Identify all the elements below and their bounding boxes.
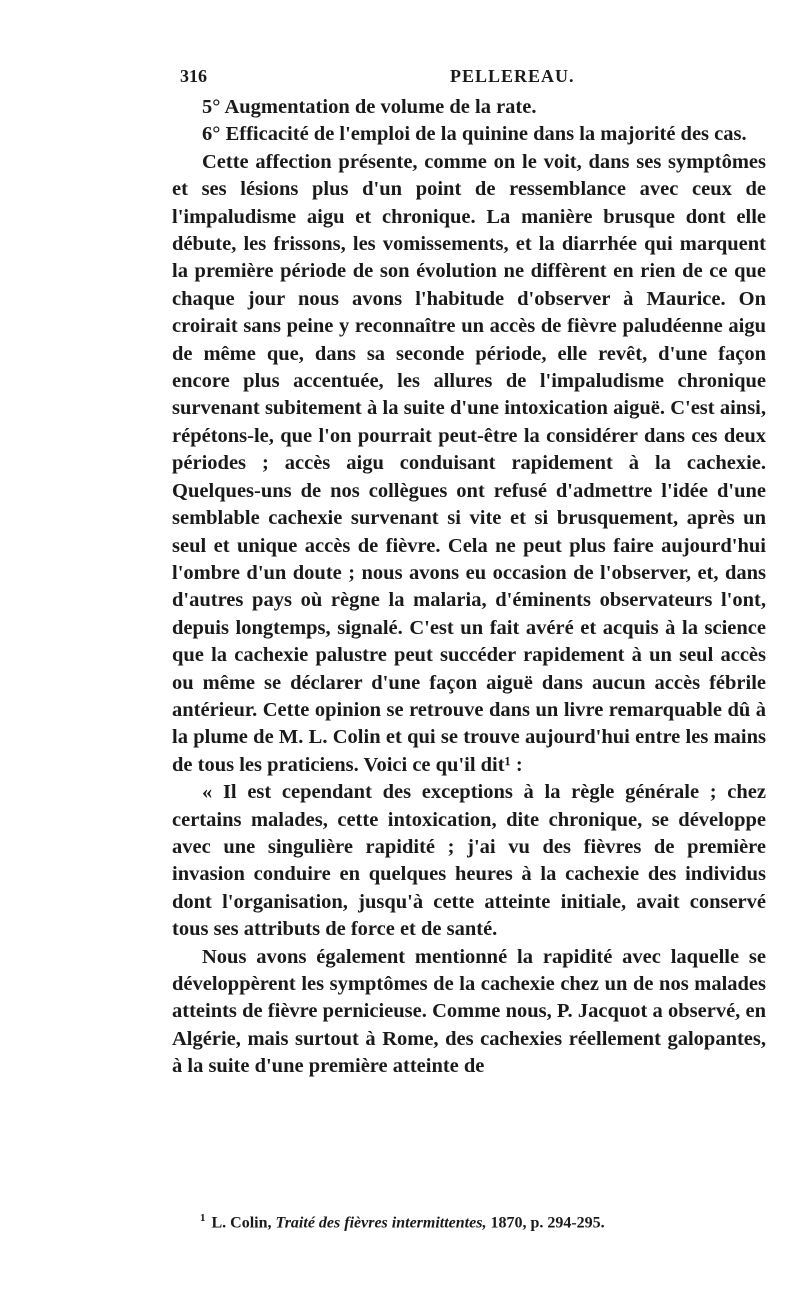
running-head-author: PELLEREAU.	[450, 66, 575, 86]
paragraph-quotation: « Il est cependant des exceptions à la règle générale ; chez certains malades, cette intoxication, dite chronique, se développe avec une singulière rapidité ; j'ai vu des fièvres de première invasion conduire en quelques heures à la cachexie des individus dont l'organisation, jusqu'à cette atteinte initiale, avait conservé tous ses attributs de force et de santé.	[172, 781, 766, 941]
list-item-6: 6° Efficacité de l'emploi de la quinine dans la majorité des cas.	[202, 123, 747, 146]
footnote-title: Traité des fièvres intermittentes,	[275, 1214, 487, 1232]
paragraph-rapidite: Nous avons également mentionné la rapidité avec laquelle se développèrent les symptômes de la cachexie chez un de nos malades atteints de fièvre pernicieuse. Comme nous, P. Jacquot a observé, en Algérie, mais surtout à Rome, des cachexies réellement galopantes, à la suite d'une première atteinte de	[172, 945, 766, 1078]
footnote	[200, 1208, 760, 1233]
page-number: 316	[180, 66, 207, 86]
body-text	[172, 94, 766, 1081]
footnote-author: L. Colin,	[211, 1214, 272, 1232]
running-head	[180, 66, 760, 90]
list-item-5: 5° Augmentation de volume de la rate.	[202, 96, 537, 118]
footnote-reference: 1870, p. 294-295.	[490, 1214, 605, 1232]
paragraph-affection: Cette affection présente, comme on le voit, dans ses symptômes et ses lésions plus d'un point de ressemblance avec ceux de l'impaludisme aigu et chronique. La manière brusque dont elle débute, les frissons, les vomissements, et la diarrhée qui marquent la première période de son évolution ne diffèrent en rien de ce que chaque jour nous avons l'habitude d'observer à Maurice. On croirait sans peine y reconnaître un accès de fièvre paludéenne aigu de même que, dans sa seconde période, elle revêt, d'une façon encore plus accentuée, les allures de l'impaludisme chronique survenant subitement à la suite d'une intoxication aiguë. C'est ainsi, répétons-le, que l'on pourrait peut-être la considérer dans ces deux périodes ; accès aigu conduisant rapidement à la cachexie. Quelques-uns de nos collègues ont refusé d'admettre l'idée d'une semblable cachexie survenant si vite et si brusquement, après un seul et unique accès de fièvre. Cela ne peut plus faire aujourd'hui l'ombre d'un doute ; nous avons eu occasion de l'observer, et, dans d'autres pays où règne la malaria, d'éminents observateurs l'ont, depuis longtemps, signalé. C'est un fait avéré et acquis à la science que la cachexie palustre peut succéder rapidement à un seul accès ou même se déclarer d'une façon aiguë dans aucun accès fébrile antérieur. Cette opinion se retrouve dans un livre remarquable dû à la plume de M. L. Colin et qui se trouve aujourd'hui entre les mains de tous les praticiens. Voici ce qu'il dit¹ :	[172, 150, 766, 776]
footnote-marker: 1	[200, 1212, 206, 1224]
